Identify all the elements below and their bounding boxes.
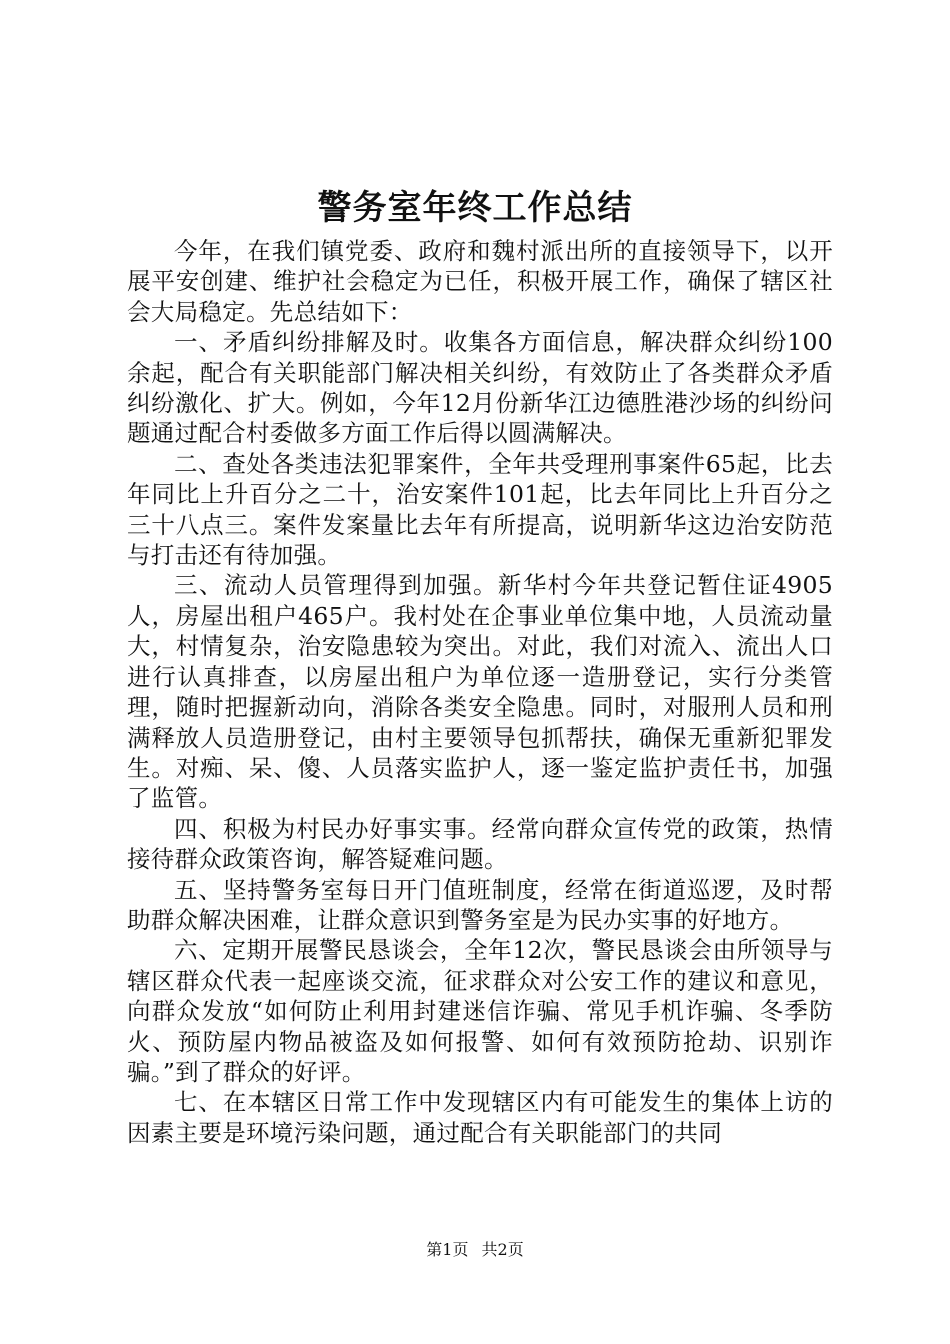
paragraph-item-7: 七、在本辖区日常工作中发现辖区内有可能发生的集体上访的因素主要是环境污染问题，通过配合有关职能部门的共同 [127,1088,833,1147]
paragraph-item-1: 一、矛盾纠纷排解及时。收集各方面信息，解决群众纠纷100余起，配合有关职能部门解决相关纠纷，有效防止了各类群众矛盾纠纷激化、扩大。例如，今年12月份新华江边德胜港沙场的纠纷问题通过配合村委做多方面工作后得以圆满解决。 [127,328,833,448]
page-total: 共2页 [481,1240,524,1259]
paragraph-item-6: 六、定期开展警民恳谈会，全年12次，警民恳谈会由所领导与辖区群众代表一起座谈交流，征求群众对公安工作的建议和意见，向群众发放“如何防止利用封建迷信诈骗、常见手机诈骗、冬季防火、预防屋内物品被盗及如何报警、如何有效预防抢劫、识别诈骗。”到了群众的好评。 [127,936,833,1086]
paragraph-item-3: 三、流动人员管理得到加强。新华村今年共登记暂住证4905人，房屋出租户465户。我村处在企事业单位集中地，人员流动量大，村情复杂，治安隐患较为突出。对此，我们对流入、流出人口进行认真排查，以房屋出租户为单位逐一造册登记，实行分类管理，随时把握新动向，消除各类安全隐患。同时，对服刑人员和刑满释放人员造册登记，由村主要领导包抓帮扶，确保无重新犯罪发生。对痴、呆、傻、人员落实监护人，逐一鉴定监护责任书，加强了监管。 [127,571,833,813]
paragraph-item-5: 五、坚持警务室每日开门值班制度，经常在街道巡逻，及时帮助群众解决困难，让群众意识到警务室是为民办实事的好地方。 [127,875,833,934]
page-number: 第1页 [426,1240,469,1259]
paragraph-item-4: 四、积极为村民办好事实事。经常向群众宣传党的政策，热情接待群众政策咨询，解答疑难问题。 [127,814,833,874]
page-footer [0,1240,950,1260]
document-title: 警务室年终工作总结 [317,188,633,228]
document-body [127,236,833,1148]
paragraph-intro: 今年，在我们镇党委、政府和魏村派出所的直接领导下，以开展平安创建、维护社会稳定为已任，积极开展工作，确保了辖区社会大局稳定。先总结如下： [127,237,833,326]
paragraph-item-2: 二、查处各类违法犯罪案件，全年共受理刑事案件65起，比去年同比上升百分之二十，治安案件101起，比去年同比上升百分之三十八点三。案件发案量比去年有所提高，说明新华这边治安防范与打击还有待加强。 [127,449,833,570]
